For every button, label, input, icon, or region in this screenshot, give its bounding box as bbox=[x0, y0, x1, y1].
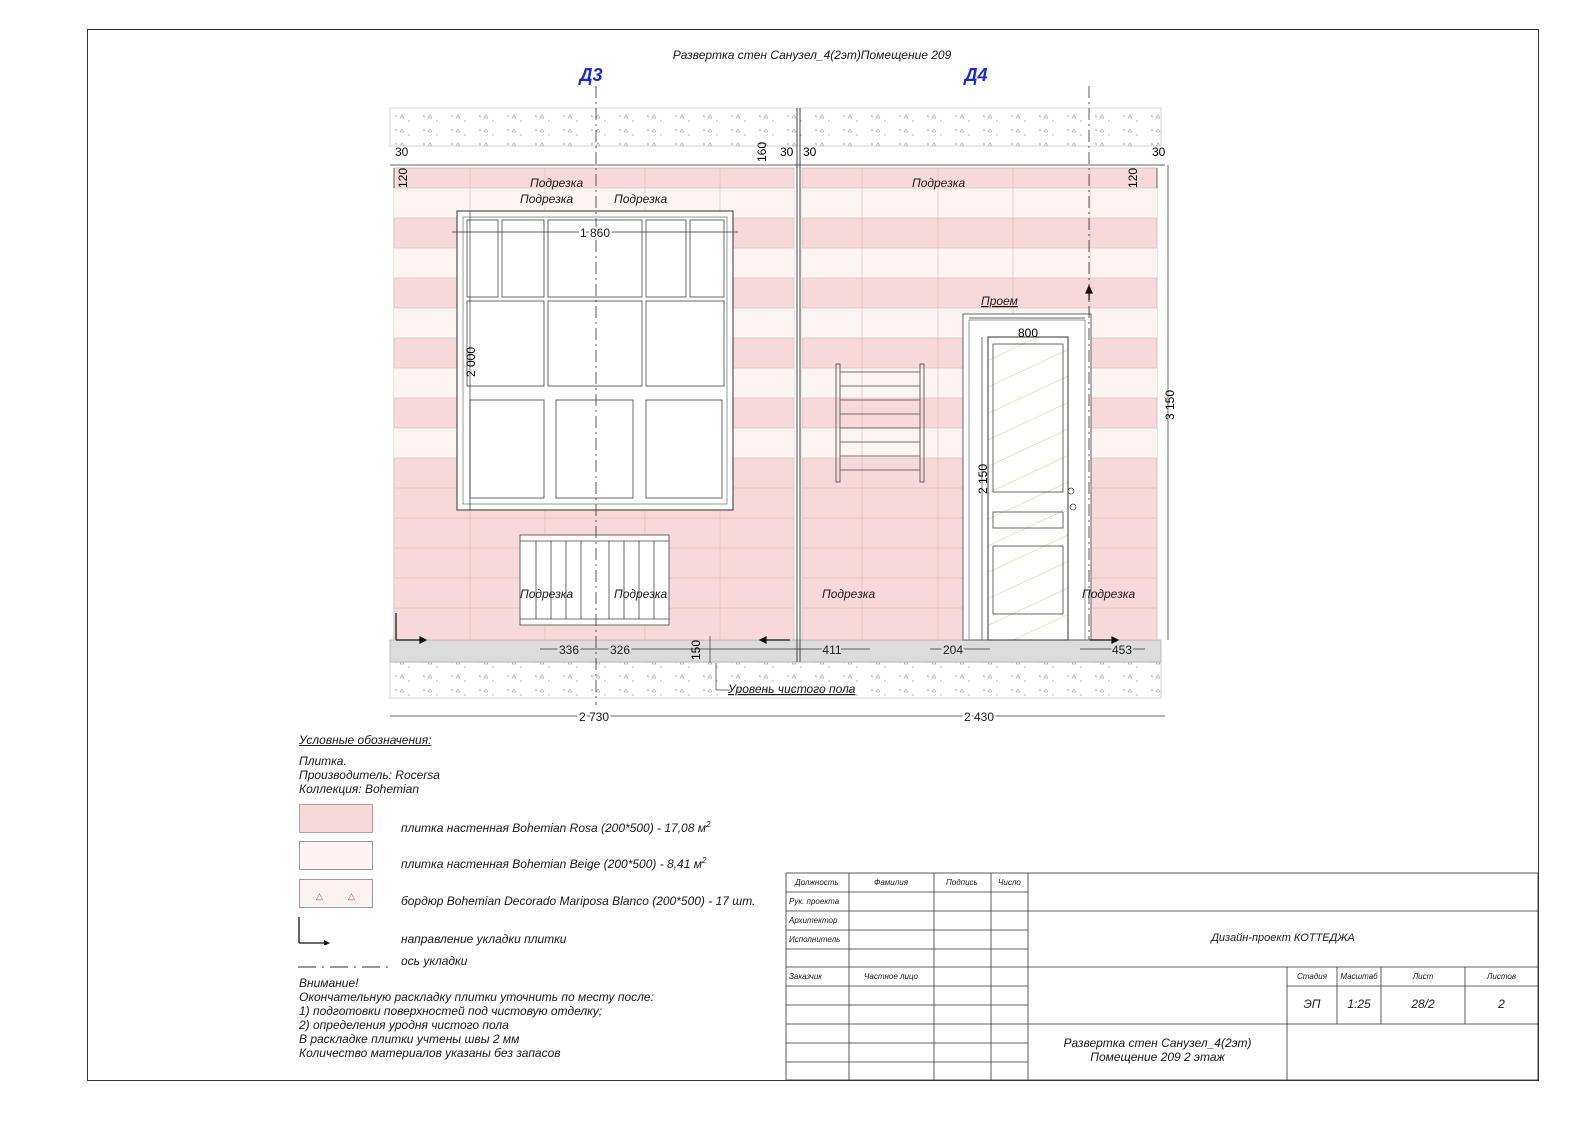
cut-label-top-right: Подрезка bbox=[614, 192, 668, 206]
tb-sheets-header: Листов bbox=[1486, 972, 1517, 981]
tb-stage-value: ЭП bbox=[1303, 997, 1321, 1011]
cut-label-top-left: Подрезка bbox=[520, 192, 574, 206]
drawing-title: Развертка стен Санузел_4(2эт)Помещение 209 bbox=[672, 48, 952, 62]
legend-item-axis: ось укладки bbox=[401, 954, 468, 968]
dim-160: 160 bbox=[755, 141, 769, 162]
dim-wall-height: 3 150 bbox=[1163, 389, 1177, 421]
legend-heading: Условные обозначения: bbox=[299, 733, 432, 747]
tb-role-executor: Исполнитель bbox=[789, 935, 841, 944]
dim-204: 204 bbox=[942, 643, 964, 657]
dim-120-a: 120 bbox=[396, 167, 410, 188]
floor-level-label: Уровень чистого пола bbox=[728, 682, 856, 696]
dim-window-height: 2 000 bbox=[464, 346, 478, 378]
tb-sheet-value: 28/2 bbox=[1411, 997, 1435, 1011]
tiling-direction-legend-icon bbox=[296, 915, 336, 945]
dim-411: 411 bbox=[822, 643, 842, 657]
note-attention: Внимание! bbox=[299, 976, 359, 990]
tb-header-date: Число bbox=[998, 878, 1021, 887]
tb-role-architect: Архитектор bbox=[789, 916, 838, 925]
legend-item-rosa: плитка настенная Bohemian Rosa (200*500) - 17,08 $м^2$ bbox=[401, 820, 711, 835]
legend-line-collection: Коллекция: Bohemian bbox=[299, 782, 420, 796]
dim-453: 453 bbox=[1111, 643, 1133, 657]
window bbox=[457, 211, 733, 510]
note-line-5: Количество материалов указаны без запасов bbox=[299, 1046, 561, 1060]
layout-axis-legend-icon bbox=[298, 962, 390, 972]
view-label-d4: Д4 bbox=[964, 65, 988, 85]
tb-scale-header: Масштаб bbox=[1340, 972, 1378, 981]
note-line-2: 1) подготовки поверхностей под чистовую отделку; bbox=[299, 1004, 603, 1018]
tb-header-position: Должность bbox=[795, 878, 839, 887]
swatch-beige bbox=[299, 841, 373, 870]
tb-scale-value: 1:25 bbox=[1347, 997, 1371, 1011]
note-line-3: 2) определения уродня чистого пола bbox=[299, 1018, 509, 1032]
dim-336: 336 bbox=[558, 643, 580, 657]
cut-label-d4-top: Подрезка bbox=[912, 176, 966, 190]
dim-30-c: 30 bbox=[803, 145, 817, 159]
dim-326: 326 bbox=[609, 643, 631, 657]
cut-label-d4-right: Подрезка bbox=[1082, 587, 1136, 601]
legend-item-beige: плитка настенная Bohemian Beige (200*500) - 8,41 $м^2$ bbox=[401, 856, 707, 871]
tb-sheet-header: Лист bbox=[1412, 972, 1434, 981]
swatch-border-tile: △ △ bbox=[299, 879, 373, 908]
dim-total-right: 2 430 bbox=[963, 710, 995, 724]
ceiling-slab bbox=[390, 108, 1161, 146]
dim-30-a: 30 bbox=[395, 145, 409, 159]
legend-item-direction: направление укладки плитки bbox=[401, 932, 567, 946]
dim-30-b: 30 bbox=[780, 145, 794, 159]
radiator bbox=[520, 535, 669, 625]
dim-30-d: 30 bbox=[1152, 145, 1166, 159]
dim-150: 150 bbox=[689, 639, 703, 661]
tb-sheet-title-line1: Развертка стен Санузел_4(2эт) bbox=[1063, 1036, 1252, 1050]
view-label-d3: Д3 bbox=[579, 65, 603, 85]
tb-stage-header: Стадия bbox=[1297, 972, 1327, 981]
tb-role-customer: Заказчик bbox=[789, 972, 823, 981]
legend-item-border-tile: бордюр Bohemian Decorado Mariposa Blanco (200*500) - 17 шт. bbox=[401, 894, 756, 908]
tb-customer-name: Частное лицо bbox=[864, 972, 919, 981]
dim-120-b: 120 bbox=[1126, 167, 1140, 188]
opening-label: Проем bbox=[981, 294, 1018, 308]
tb-header-signature: Подпись bbox=[946, 878, 978, 887]
tb-role-lead: Рук. проекта bbox=[789, 897, 840, 906]
tb-sheets-value: 2 bbox=[1498, 997, 1505, 1011]
tb-header-surname: Фамилия bbox=[874, 878, 908, 887]
legend-line-maker: Производитель: Rocersa bbox=[299, 768, 440, 782]
tb-project-name: Дизайн-проект КОТТЕДЖА bbox=[1211, 932, 1355, 944]
tb-sheet-title-line2: Помещение 209 2 этаж bbox=[1090, 1050, 1225, 1064]
cut-label-top-center: Подрезка bbox=[530, 176, 584, 190]
note-line-4: В раскладке плитки учтены швы 2 мм bbox=[299, 1032, 520, 1046]
note-line-1: Окончательную раскладку плитки уточнить по месту после: bbox=[299, 990, 654, 1004]
dim-door-width: 800 bbox=[1017, 326, 1039, 340]
cut-label-bottom-right: Подрезка bbox=[614, 587, 668, 601]
legend-line-tile: Плитка. bbox=[299, 754, 347, 768]
dim-total-left: 2 730 bbox=[578, 710, 610, 724]
cut-label-d4-left: Подрезка bbox=[822, 587, 876, 601]
floor-screed bbox=[390, 640, 1161, 662]
swatch-rosa bbox=[299, 804, 373, 833]
dim-window-width: 1 860 bbox=[579, 226, 611, 240]
cut-label-bottom-left: Подрезка bbox=[520, 587, 574, 601]
dim-door-height: 2 150 bbox=[976, 463, 990, 495]
